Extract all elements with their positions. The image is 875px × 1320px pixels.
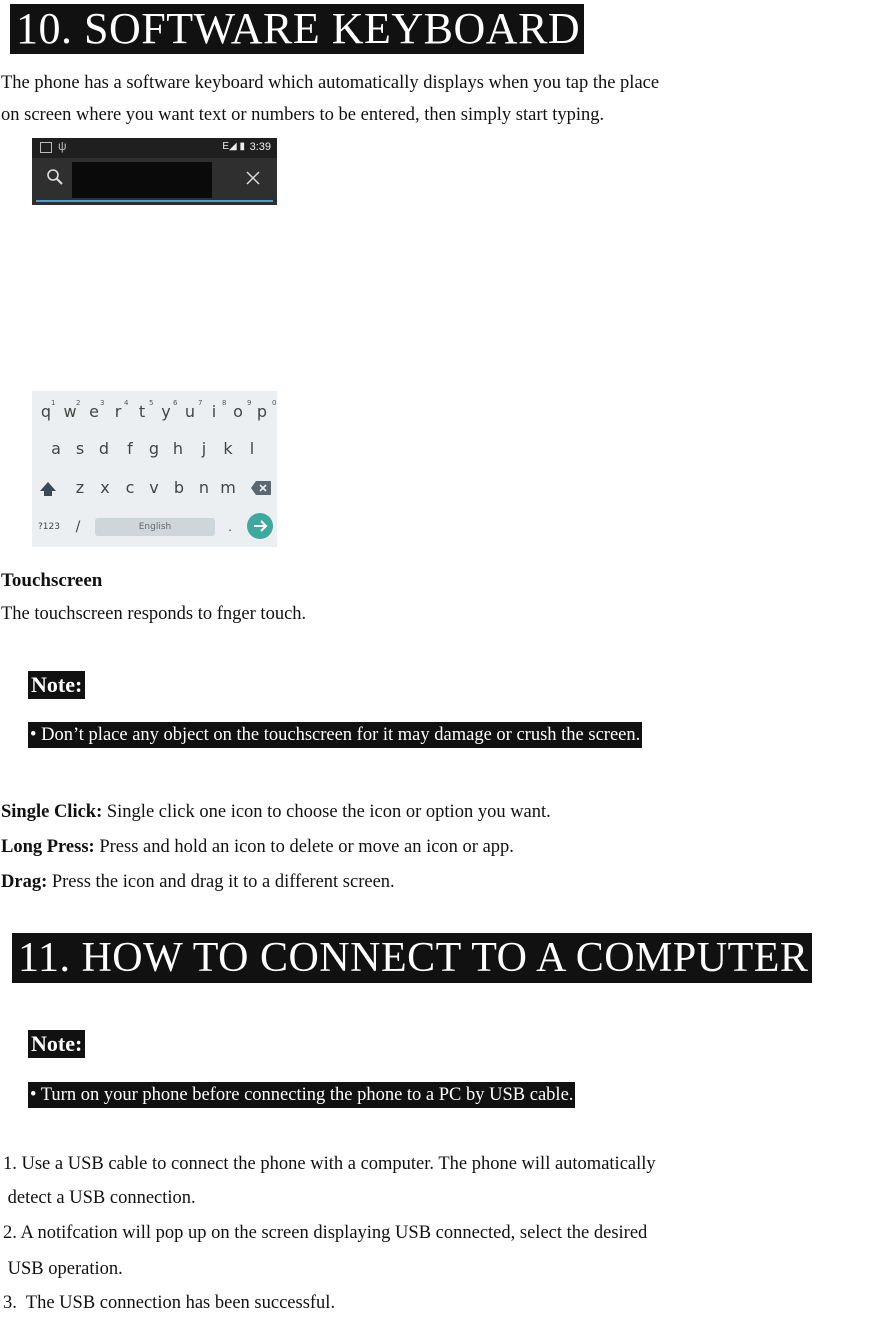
phone-search-screenshot (32, 138, 277, 205)
step-1-line-2: detect a USB connection. (3, 1188, 196, 1208)
key-z[interactable]: z (75, 478, 85, 497)
shift-icon[interactable] (38, 479, 58, 499)
arrow-right-icon (247, 513, 273, 539)
keyboard-row-4 (32, 512, 277, 542)
key-k[interactable]: k (223, 439, 233, 458)
gesture-desc: Press the icon and drag it to a different screen. (47, 872, 395, 892)
search-input[interactable] (72, 162, 212, 198)
gesture-drag (1, 865, 395, 899)
key-m[interactable]: m (220, 478, 236, 497)
key-s[interactable]: s (75, 439, 85, 458)
key-number: 1 (51, 399, 56, 407)
step-3: 3. The USB connection has been successful. (3, 1293, 336, 1313)
step-1-line-1: 1. Use a USB cable to connect the phone with a computer. The phone will automatically (3, 1154, 656, 1174)
key-r[interactable]: r (114, 402, 122, 421)
key-number: 8 (222, 399, 227, 407)
key-j[interactable]: j (201, 439, 207, 458)
key-p[interactable]: p (256, 402, 268, 421)
close-icon[interactable] (245, 170, 261, 186)
key-number: 6 (173, 399, 178, 407)
slash-key[interactable]: / (75, 519, 81, 535)
usb-icon: ψ (58, 139, 67, 153)
gallery-icon (40, 142, 52, 153)
gesture-desc: Single click one icon to choose the icon or option you want. (102, 802, 551, 822)
gesture-term: Single Click: (1, 802, 103, 822)
touchscreen-heading: Touchscreen (1, 570, 103, 591)
key-l[interactable]: l (249, 439, 255, 458)
key-e[interactable]: e (89, 402, 99, 421)
key-number: 3 (100, 399, 105, 407)
symbols-key[interactable]: ?123 (38, 522, 60, 532)
note-text: • Don’t place any object on the touchscreen for it may damage or crush the screen. (28, 722, 642, 748)
key-u[interactable]: u (184, 402, 196, 421)
step-2-line-1: 2. A notifcation will pop up on the screen displaying USB connected, select the desired (3, 1223, 648, 1243)
note-label: Note: (28, 1030, 85, 1058)
search-bar[interactable] (32, 158, 277, 205)
intro-line-1: The phone has a software keyboard which automatically displays when you tap the place (1, 73, 660, 93)
key-n[interactable]: n (198, 478, 210, 497)
key-v[interactable]: v (149, 478, 159, 497)
period-key[interactable]: . (228, 520, 232, 534)
key-h[interactable]: h (172, 439, 184, 458)
section-11-title: 11. HOW TO CONNECT TO A COMPUTER (12, 933, 812, 983)
key-number: 7 (198, 399, 203, 407)
keyboard-row-1 (32, 397, 277, 427)
section-10-title: 10. SOFTWARE KEYBOARD (10, 4, 584, 54)
key-b[interactable]: b (173, 478, 185, 497)
key-number: 0 (272, 399, 277, 407)
gesture-single-click (1, 795, 551, 829)
touchscreen-text: The touchscreen responds to fnger touch. (1, 604, 307, 624)
step-2-line-2: USB operation. (3, 1259, 123, 1279)
key-i[interactable]: i (211, 402, 217, 421)
key-c[interactable]: c (125, 478, 135, 497)
key-q[interactable]: q (40, 402, 52, 421)
keyboard-row-3 (32, 473, 277, 503)
search-icon[interactable] (46, 168, 64, 186)
backspace-icon[interactable] (251, 481, 271, 495)
network-type: E (222, 141, 230, 152)
gesture-term: Long Press: (1, 837, 95, 857)
key-y[interactable]: y (161, 402, 171, 421)
key-number: 5 (149, 399, 154, 407)
signal-icon: E◢ ▮ (222, 141, 245, 152)
keyboard-screenshot (32, 391, 277, 547)
gesture-desc: Press and hold an icon to delete or move an icon or app. (94, 837, 514, 857)
space-bar[interactable]: English (95, 518, 215, 536)
enter-key[interactable] (247, 513, 273, 539)
key-t[interactable]: t (138, 402, 146, 421)
gesture-long-press (1, 830, 514, 864)
intro-line-2: on screen where you want text or numbers to be entered, then simply start typing. (1, 105, 605, 125)
key-a[interactable]: a (51, 439, 61, 458)
key-w[interactable]: w (63, 402, 77, 421)
keyboard-row-2 (32, 434, 277, 464)
key-number: 4 (124, 399, 129, 407)
key-d[interactable]: d (98, 439, 110, 458)
gesture-term: Drag: (1, 872, 48, 892)
search-underline (36, 200, 273, 202)
note-label: Note: (28, 671, 85, 699)
key-g[interactable]: g (148, 439, 160, 458)
key-x[interactable]: x (100, 478, 110, 497)
status-time: 3:39 (249, 141, 271, 153)
note-text: • Turn on your phone before connecting the phone to a PC by USB cable. (28, 1082, 575, 1108)
key-number: 2 (76, 399, 81, 407)
key-o[interactable]: o (233, 402, 243, 421)
key-number: 9 (247, 399, 252, 407)
status-bar (32, 138, 277, 158)
key-f[interactable]: f (127, 439, 133, 458)
